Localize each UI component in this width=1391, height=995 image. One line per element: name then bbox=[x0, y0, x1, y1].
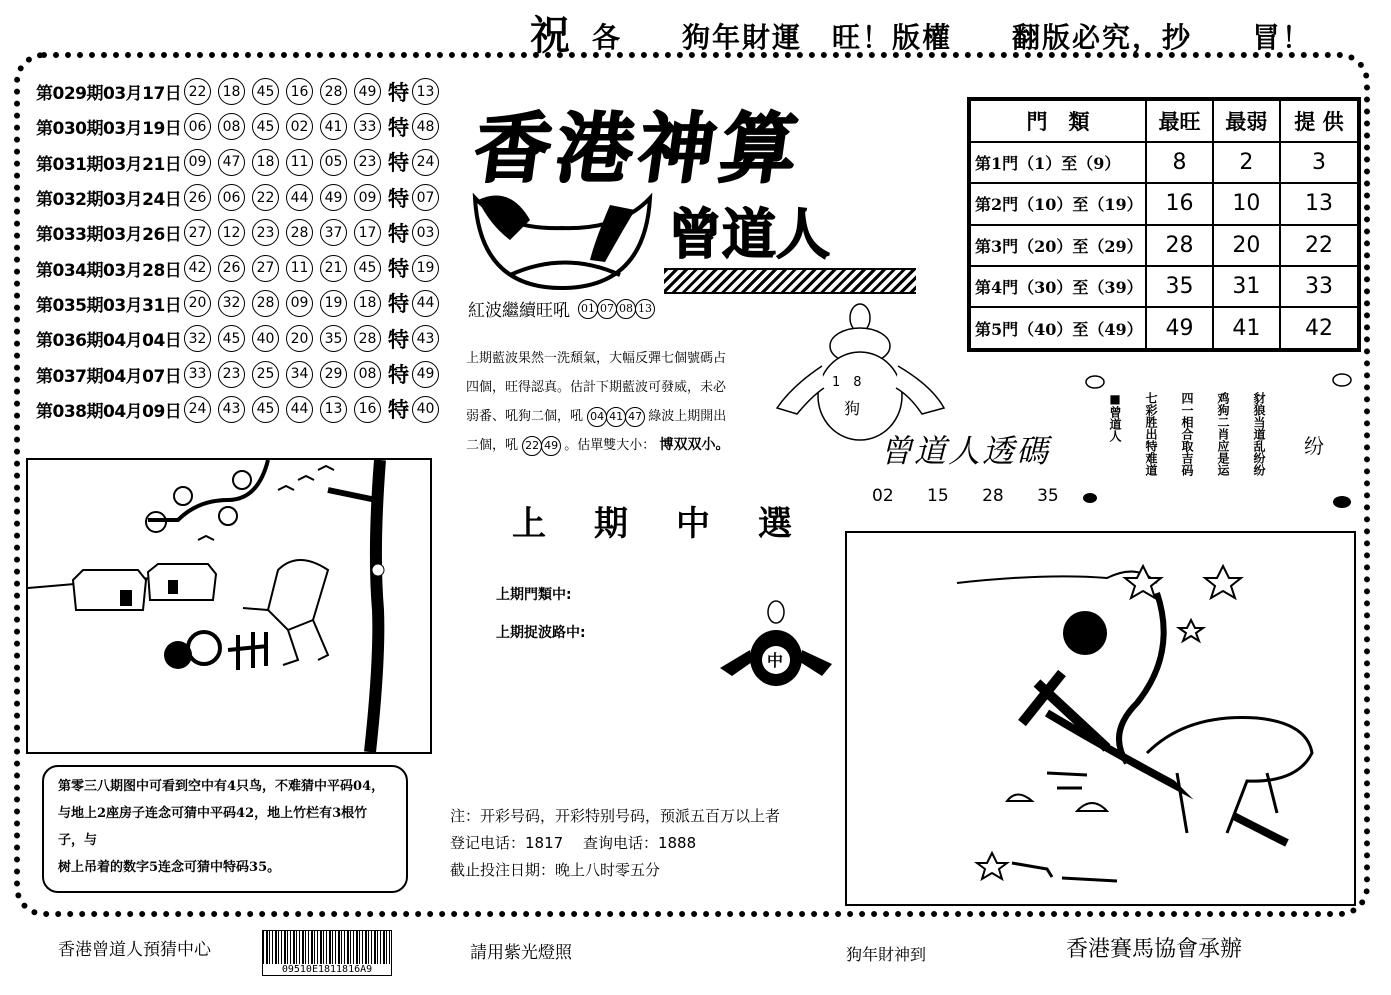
hint-line: 树上吊着的数字5连念可猜中特码35。 bbox=[58, 860, 281, 875]
number-ball: 11 bbox=[286, 255, 313, 282]
draw-row bbox=[36, 250, 446, 285]
analysis-paragraph bbox=[466, 344, 766, 460]
draw-period-label: 第034期03月28日 bbox=[36, 260, 182, 281]
special-label: 特 bbox=[388, 80, 409, 105]
door-offer: 22 bbox=[1280, 225, 1359, 266]
special-label: 特 bbox=[388, 363, 409, 388]
logo-title: 香港神算 bbox=[468, 104, 810, 193]
footer-luck: 狗年財神到 bbox=[846, 945, 927, 964]
table-row bbox=[969, 307, 1359, 350]
analysis-text: 二個，吼 bbox=[466, 438, 519, 453]
hint-line: 与地上2座房子连念可猜中平码42，地上竹栏有3根竹子，与 bbox=[58, 806, 368, 848]
number-ball: 05 bbox=[320, 149, 347, 176]
table-row bbox=[969, 225, 1359, 266]
draw-period-label: 第033期03月26日 bbox=[36, 225, 182, 246]
footer-center-name: 香港曾道人預猜中心 bbox=[58, 940, 211, 960]
number-ball: 18 bbox=[252, 149, 279, 176]
number-ball: 34 bbox=[286, 361, 313, 388]
notes-line: 登记电话：1817 查询电话：1888 bbox=[450, 834, 697, 852]
analysis-line bbox=[466, 402, 766, 431]
hit-badge-text: 中 bbox=[767, 651, 784, 670]
table-header-row bbox=[969, 99, 1359, 142]
draw-row bbox=[36, 145, 446, 180]
draw-history-list bbox=[36, 74, 446, 427]
footer-uv-note: 請用紫光燈照 bbox=[470, 943, 572, 963]
table-row bbox=[969, 142, 1359, 183]
number-ball: 11 bbox=[286, 149, 313, 176]
special-number-ball: 44 bbox=[412, 290, 439, 317]
number-ball: 25 bbox=[252, 361, 279, 388]
special-number-ball: 48 bbox=[412, 113, 439, 140]
table-row bbox=[969, 266, 1359, 307]
number-ball: 40 bbox=[252, 325, 279, 352]
number-ball: 28 bbox=[286, 219, 313, 246]
number-ball: 27 bbox=[184, 219, 211, 246]
red-wave-label: 紅波繼續旺吼 bbox=[468, 301, 570, 321]
number-ball: 13 bbox=[320, 396, 347, 423]
number-ball: 37 bbox=[320, 219, 347, 246]
number-ball: 22 bbox=[252, 184, 279, 211]
number-ball: 44 bbox=[286, 184, 313, 211]
special-number-ball: 24 bbox=[412, 149, 439, 176]
analysis-balls bbox=[587, 407, 644, 427]
number-ball: 06 bbox=[218, 184, 245, 211]
number-ball: 16 bbox=[286, 78, 313, 105]
number-ball: 23 bbox=[354, 149, 381, 176]
analysis-text: 綠波上期開出 bbox=[648, 409, 727, 424]
number-ball: 24 bbox=[184, 396, 211, 423]
draw-row bbox=[36, 392, 446, 427]
special-number-ball: 19 bbox=[412, 255, 439, 282]
draw-period-label: 第038期04月09日 bbox=[36, 401, 182, 422]
number-ball: 45 bbox=[354, 255, 381, 282]
number-ball: 28 bbox=[354, 325, 381, 352]
number-ball: 09 bbox=[286, 290, 313, 317]
draw-row bbox=[36, 321, 446, 356]
number-ball: 45 bbox=[252, 113, 279, 140]
footer-organizer: 香港賽馬協會承辦 bbox=[1066, 937, 1243, 962]
poem-column: 鸡狗二肖应是运 bbox=[1216, 392, 1230, 476]
table-row bbox=[969, 183, 1359, 224]
barcode-number: 09510E1811816A9 bbox=[281, 964, 373, 975]
number-ball: 26 bbox=[184, 184, 211, 211]
notes-line: 截止投注日期：晚上八时零五分 bbox=[450, 861, 661, 879]
number-ball: 45 bbox=[252, 396, 279, 423]
number-ball: 42 bbox=[184, 255, 211, 282]
blessing-character: 祝 bbox=[530, 12, 570, 59]
last-period-wave-label: 上期捉波路中: bbox=[496, 625, 586, 641]
last-period-class-label: 上期門類中: bbox=[496, 587, 572, 603]
analysis-line bbox=[466, 431, 766, 460]
riddle-picture bbox=[845, 531, 1356, 906]
draw-row bbox=[36, 356, 446, 391]
draw-period-label: 第036期04月04日 bbox=[36, 331, 182, 352]
special-label: 特 bbox=[388, 115, 409, 140]
special-number-ball: 13 bbox=[412, 78, 439, 105]
number-ball: 20 bbox=[184, 290, 211, 317]
special-number-ball: 49 bbox=[412, 361, 439, 388]
number-ball: 06 bbox=[184, 113, 211, 140]
number-ball: 47 bbox=[625, 407, 645, 427]
door-max: 8 bbox=[1146, 142, 1213, 183]
number-ball: 08 bbox=[218, 113, 245, 140]
gourd-mascot-icon bbox=[772, 296, 952, 446]
poem-column: 七彩胜出特难道 bbox=[1144, 392, 1158, 476]
last-period-title: 上期中選 bbox=[512, 504, 840, 544]
number-ball: 33 bbox=[354, 113, 381, 140]
analysis-text: 弱番、吼狗二個，吼 bbox=[466, 409, 584, 424]
door-min: 20 bbox=[1213, 225, 1280, 266]
number-ball: 26 bbox=[218, 255, 245, 282]
number-ball: 41 bbox=[606, 407, 626, 427]
barcode-bars bbox=[263, 931, 391, 964]
special-number-ball: 07 bbox=[412, 184, 439, 211]
special-number-ball: 40 bbox=[412, 396, 439, 423]
number-ball: 27 bbox=[252, 255, 279, 282]
draw-row bbox=[36, 215, 446, 250]
number-ball: 45 bbox=[218, 325, 245, 352]
number-ball: 07 bbox=[597, 299, 617, 319]
special-label: 特 bbox=[388, 327, 409, 352]
door-offer: 42 bbox=[1280, 307, 1359, 350]
number-ball: 49 bbox=[354, 78, 381, 105]
door-max: 49 bbox=[1146, 307, 1213, 350]
draw-period-label: 第035期03月31日 bbox=[36, 295, 182, 316]
number-ball: 49 bbox=[320, 184, 347, 211]
poem-column: ■曾道人 bbox=[1108, 392, 1122, 442]
door-min: 10 bbox=[1213, 183, 1280, 224]
door-label: 第2門（10）至（19） bbox=[969, 183, 1146, 224]
notes-line: 注：开彩号码，开彩特别号码，预派五百万以上者 bbox=[450, 807, 781, 825]
door-min: 2 bbox=[1213, 142, 1280, 183]
logo-subtitle: 曾道人 bbox=[668, 203, 830, 266]
draw-row bbox=[36, 286, 446, 321]
number-ball: 28 bbox=[252, 290, 279, 317]
number-ball: 13 bbox=[635, 299, 655, 319]
notes-block bbox=[450, 803, 780, 884]
door-min: 31 bbox=[1213, 266, 1280, 307]
door-offer: 33 bbox=[1280, 266, 1359, 307]
door-min: 41 bbox=[1213, 307, 1280, 350]
number-ball: 49 bbox=[541, 436, 561, 456]
special-label: 特 bbox=[388, 186, 409, 211]
special-label: 特 bbox=[388, 221, 409, 246]
number-ball: 29 bbox=[320, 361, 347, 388]
tong-ma-title: 曾道人透碼 bbox=[880, 432, 1051, 470]
table-header: 提 供 bbox=[1280, 99, 1359, 142]
number-ball: 12 bbox=[218, 219, 245, 246]
poem-tail: 纷 bbox=[1304, 434, 1324, 458]
hint-line: 第零三八期图中可看到空中有4只鸟，不难猜中平码04， bbox=[58, 779, 385, 794]
analysis-pick: 博双双小。 bbox=[659, 437, 730, 453]
puzzle-scene-image bbox=[28, 460, 430, 752]
top-slogan-bar bbox=[0, 0, 1391, 58]
special-label: 特 bbox=[388, 398, 409, 423]
red-wave-balls bbox=[578, 299, 654, 319]
table-header: 最弱 bbox=[1213, 99, 1280, 142]
door-range-table bbox=[967, 97, 1361, 352]
logo-stripes bbox=[664, 268, 916, 294]
poem-column: 豺狼当道乱纷纷 bbox=[1252, 392, 1266, 476]
door-label: 第3門（20）至（29） bbox=[969, 225, 1146, 266]
analysis-text: 。估單雙大小： bbox=[564, 438, 656, 453]
tong-ma-numbers: 02 15 28 35 bbox=[872, 486, 1059, 506]
slogan-text: 各 狗年財運 旺！版權 翻版必究，抄 冒！ bbox=[592, 21, 1313, 54]
gourd-numbers: 1 8 bbox=[832, 375, 862, 390]
number-ball: 28 bbox=[320, 78, 347, 105]
dot-icon bbox=[1082, 492, 1098, 504]
table-header: 門 類 bbox=[969, 99, 1146, 142]
number-ball: 21 bbox=[320, 255, 347, 282]
number-ball: 16 bbox=[354, 396, 381, 423]
number-ball: 17 bbox=[354, 219, 381, 246]
number-ball: 22 bbox=[522, 436, 542, 456]
number-ball: 45 bbox=[252, 78, 279, 105]
number-ball: 32 bbox=[184, 325, 211, 352]
barcode bbox=[262, 930, 392, 976]
special-label: 特 bbox=[388, 292, 409, 317]
draw-row bbox=[36, 180, 446, 215]
number-ball: 35 bbox=[320, 325, 347, 352]
draw-period-label: 第032期03月24日 bbox=[36, 190, 182, 211]
gourd-animal: 狗 bbox=[844, 399, 861, 418]
door-label: 第4門（30）至（39） bbox=[969, 266, 1146, 307]
door-offer: 3 bbox=[1280, 142, 1359, 183]
number-ball: 08 bbox=[616, 299, 636, 319]
special-label: 特 bbox=[388, 151, 409, 176]
number-ball: 32 bbox=[218, 290, 245, 317]
draw-period-label: 第037期04月07日 bbox=[36, 366, 182, 387]
number-ball: 04 bbox=[587, 407, 607, 427]
draw-period-label: 第029期03月17日 bbox=[36, 84, 182, 105]
number-ball: 02 bbox=[286, 113, 313, 140]
hit-badge-icon bbox=[718, 598, 834, 690]
number-ball: 33 bbox=[184, 361, 211, 388]
gold-ingot-icon bbox=[470, 180, 655, 295]
draw-row bbox=[36, 74, 446, 109]
number-ball: 22 bbox=[184, 78, 211, 105]
puzzle-picture bbox=[26, 458, 432, 754]
special-label: 特 bbox=[388, 257, 409, 282]
number-ball: 09 bbox=[184, 149, 211, 176]
door-label: 第1門（1）至（9） bbox=[969, 142, 1146, 183]
draw-period-label: 第030期03月19日 bbox=[36, 119, 182, 140]
poem-columns bbox=[1108, 392, 1318, 492]
number-ball: 19 bbox=[320, 290, 347, 317]
number-ball: 20 bbox=[286, 325, 313, 352]
riddle-scene-image bbox=[847, 533, 1354, 904]
door-max: 35 bbox=[1146, 266, 1213, 307]
number-ball: 23 bbox=[218, 361, 245, 388]
number-ball: 08 bbox=[354, 361, 381, 388]
number-ball: 01 bbox=[578, 299, 598, 319]
special-number-ball: 03 bbox=[412, 219, 439, 246]
analysis-line: 四個，旺得認真。估計下期藍波可發威，未必 bbox=[466, 380, 727, 395]
poem-column: 四一相合取吉码 bbox=[1180, 392, 1194, 476]
table-header: 最旺 bbox=[1146, 99, 1213, 142]
door-label: 第5門（40）至（49） bbox=[969, 307, 1146, 350]
draw-period-label: 第031期03月21日 bbox=[36, 154, 182, 175]
hint-box bbox=[42, 765, 408, 893]
number-ball: 09 bbox=[354, 184, 381, 211]
number-ball: 18 bbox=[354, 290, 381, 317]
analysis-balls bbox=[522, 436, 560, 456]
number-ball: 23 bbox=[252, 219, 279, 246]
number-ball: 43 bbox=[218, 396, 245, 423]
door-offer: 13 bbox=[1280, 183, 1359, 224]
number-ball: 18 bbox=[218, 78, 245, 105]
number-ball: 41 bbox=[320, 113, 347, 140]
door-max: 28 bbox=[1146, 225, 1213, 266]
draw-row bbox=[36, 109, 446, 144]
special-number-ball: 43 bbox=[412, 325, 439, 352]
door-max: 16 bbox=[1146, 183, 1213, 224]
number-ball: 44 bbox=[286, 396, 313, 423]
red-wave-line bbox=[468, 296, 654, 321]
analysis-line: 上期藍波果然一洗頹氣，大幅反彈七個號碼占 bbox=[466, 351, 727, 366]
number-ball: 47 bbox=[218, 149, 245, 176]
